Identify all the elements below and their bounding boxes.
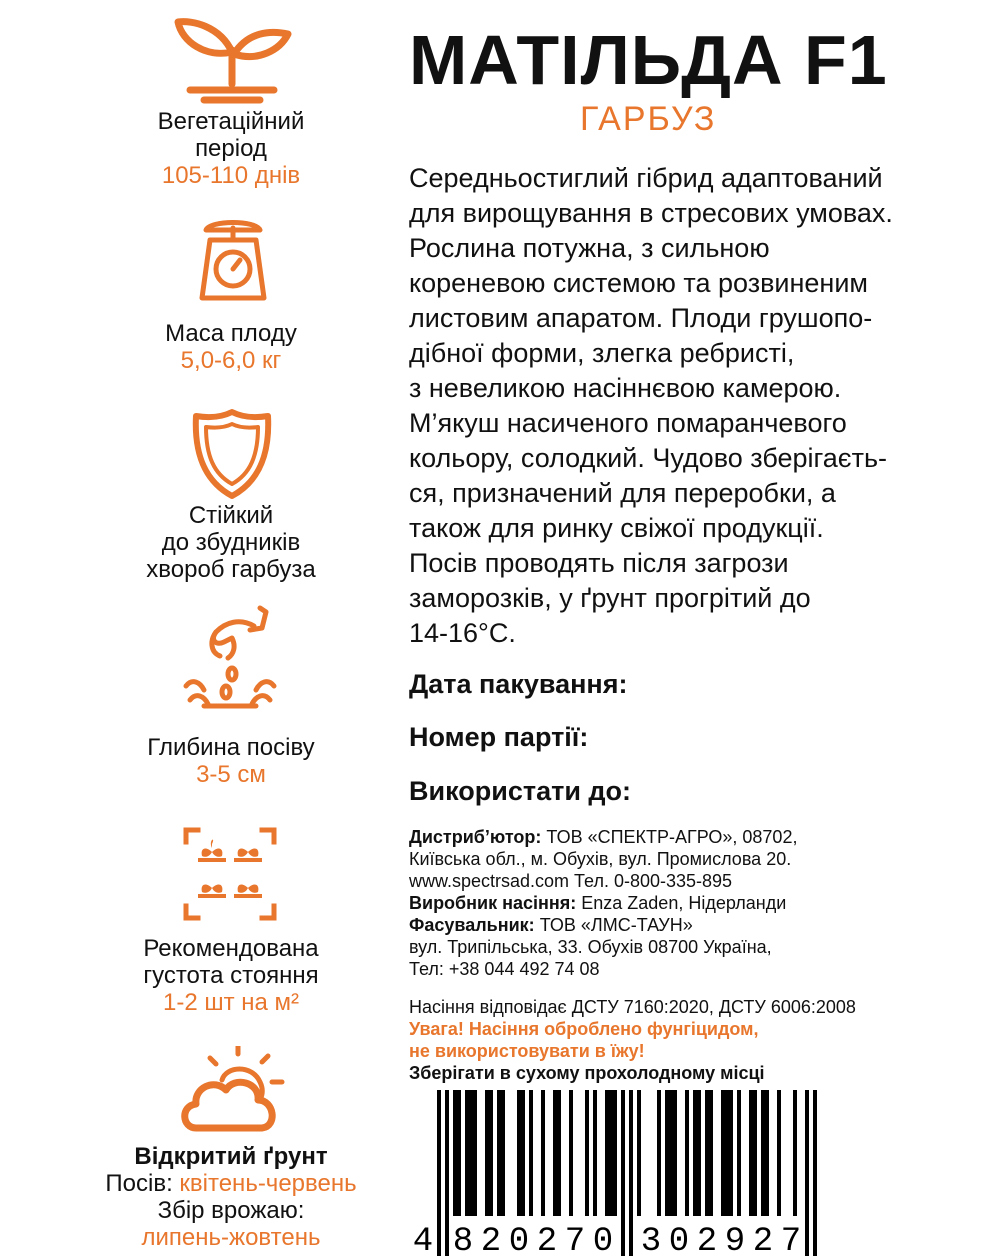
description-line: листовим апаратом. Плоди грушопо-	[409, 303, 873, 333]
barcode-bar	[705, 1090, 709, 1216]
sowing-label: Посів:	[105, 1170, 180, 1197]
barcode-bar	[685, 1090, 689, 1216]
barcode-bar	[437, 1090, 441, 1256]
description-line: Середньостиглий гібрид адаптований	[409, 163, 883, 193]
storage-note: Зберігати в сухому прохолодному місці	[409, 1063, 765, 1083]
barcode-bar	[489, 1090, 493, 1216]
barcode-digit: 8	[452, 1223, 474, 1256]
barcode-bar	[473, 1090, 477, 1216]
pack-date-field: Дата пакування:	[409, 669, 628, 699]
batch-field: Номер партії:	[409, 722, 589, 752]
product-subtitle: ГАРБУЗ	[580, 100, 717, 138]
barcode-digit: 2	[752, 1223, 774, 1256]
barcode-bar	[501, 1090, 505, 1216]
barcode-bar	[805, 1090, 809, 1256]
barcode-bar	[777, 1090, 781, 1216]
harvest-label: Збір врожаю:	[157, 1197, 305, 1224]
description-line: Рослина потужна, з сильною	[409, 233, 770, 263]
barcode-digit: 9	[724, 1223, 746, 1256]
barcode-bar	[637, 1090, 641, 1216]
barcode-bar	[521, 1090, 525, 1216]
barcode-digit: 7	[564, 1223, 586, 1256]
packer-label: Фасувальник:	[409, 915, 535, 935]
barcode-bar	[529, 1090, 533, 1216]
barcode-bar	[749, 1090, 753, 1216]
shield-icon	[192, 408, 272, 500]
barcode-bar	[457, 1090, 461, 1216]
barcode-bar	[697, 1090, 701, 1216]
packer-text: ТОВ «ЛМС-ТАУН»	[534, 915, 693, 935]
standard-note: Насіння відповідає ДСТУ 7160:2020, ДСТУ 6006:2008	[409, 997, 856, 1017]
barcode-bar	[725, 1090, 729, 1216]
description-line: кореневою системою та розвиненим	[409, 268, 868, 298]
barcode-bar	[813, 1090, 817, 1256]
barcode-bar	[709, 1090, 713, 1216]
barcode-bar	[737, 1090, 741, 1216]
description-line: також для ринку свіжої продукції.	[409, 513, 824, 543]
barcode-bar	[629, 1090, 633, 1256]
description-line: 14-16°С.	[409, 618, 516, 648]
barcode-bar	[621, 1090, 625, 1256]
barcode-digit: 0	[592, 1223, 614, 1256]
resistance-label-2: до збудників	[161, 529, 301, 556]
vegetation-label-2: період	[195, 135, 267, 162]
spec-column	[0, 0, 462, 1256]
planting-grid-icon	[182, 826, 278, 922]
barcode-bar	[485, 1090, 489, 1216]
sowing-value: квітень-червень	[179, 1170, 357, 1197]
scale-icon	[196, 214, 270, 304]
barcode-bar	[729, 1090, 733, 1216]
depth-value: 3-5 см	[196, 761, 266, 788]
description-line: Посів проводять після загрози	[409, 548, 789, 578]
barcode-bar	[765, 1090, 769, 1216]
resistance-label-3: хвороб гарбуза	[146, 556, 316, 583]
barcode-bar	[517, 1090, 521, 1216]
product-description	[409, 161, 949, 651]
barcode-bar	[541, 1090, 545, 1216]
barcode-bar	[665, 1090, 669, 1216]
barcode-bar	[613, 1090, 617, 1216]
packer-address: вул. Трипільська, 33. Обухів 08700 Україна,	[409, 937, 772, 957]
distributor-text: ТОВ «СПЕКТР-АГРО», 08702,	[541, 827, 798, 847]
contacts-block	[409, 826, 797, 980]
barcode-digit: 2	[696, 1223, 718, 1256]
barcode-bar	[553, 1090, 557, 1216]
barcode-digit: 0	[508, 1223, 530, 1256]
resistance-label-1: Стійкий	[188, 502, 274, 529]
barcode-bar	[465, 1090, 469, 1216]
barcode-bar	[721, 1090, 725, 1216]
harvest-value: липень-жовтень	[141, 1224, 321, 1251]
density-label-2: густота стояння	[143, 962, 319, 989]
barcode-bar	[469, 1090, 473, 1216]
barcode-bar	[569, 1090, 573, 1216]
distributor-web-phone: www.spectrsad.com Тел. 0-800-335-895	[409, 871, 733, 891]
use-by-field: Використати до:	[409, 776, 632, 806]
producer-label: Виробник насіння:	[409, 893, 577, 913]
barcode-bar	[605, 1090, 609, 1216]
description-line: з невеликою насіннєвою камерою.	[409, 373, 842, 403]
description-line: ся, призначений для переробки, а	[409, 478, 836, 508]
warning-line-2: не використовувати в їжу!	[409, 1041, 645, 1061]
barcode-digit: 2	[480, 1223, 502, 1256]
depth-label: Глибина посіву	[147, 734, 315, 761]
barcode-digit: 2	[536, 1223, 558, 1256]
distributor-address: Київська обл., м. Обухів, вул. Промислова 20.	[409, 849, 792, 869]
barcode-bar	[609, 1090, 613, 1216]
producer-text: Enza Zaden, Нідерланди	[576, 893, 787, 913]
barcode-bar	[693, 1090, 697, 1216]
barcode-bar	[673, 1090, 677, 1216]
open-ground-title: Відкритий ґрунт	[134, 1143, 328, 1170]
description-line: заморозків, у ґрунт прогрітий до	[409, 583, 811, 613]
sowing-hand-icon	[180, 600, 280, 712]
barcode-bar	[657, 1090, 661, 1216]
barcode-bar	[593, 1090, 597, 1216]
sun-cloud-icon	[178, 1046, 290, 1132]
notes-block	[409, 996, 856, 1084]
description-line: кольору, солодкий. Чудово зберігаєть-	[409, 443, 887, 473]
barcode-bar	[585, 1090, 589, 1216]
barcode-digit: 4	[413, 1223, 434, 1256]
barcode-bar	[793, 1090, 797, 1216]
barcode-bar	[753, 1090, 757, 1216]
warning-line-1: Увага! Насіння оброблено фунгіцидом,	[409, 1019, 759, 1039]
barcode-bar	[557, 1090, 561, 1216]
barcode-bar	[453, 1090, 457, 1216]
barcode	[413, 1088, 825, 1256]
vegetation-value: 105-110 днів	[161, 162, 301, 189]
density-value: 1-2 шт на м²	[162, 989, 300, 1016]
barcode-digit: 0	[668, 1223, 690, 1256]
mass-value: 5,0-6,0 кг	[180, 347, 282, 374]
description-line: М’якуш насиченого помаранчевого	[409, 408, 847, 438]
distributor-label: Дистриб’ютор:	[409, 827, 542, 847]
vegetation-label: Вегетаційний	[157, 108, 305, 135]
barcode-bar	[497, 1090, 501, 1216]
sprout-icon	[170, 14, 294, 104]
mass-label: Маса плоду	[165, 320, 297, 347]
packer-phone: Тел: +38 044 492 74 08	[409, 959, 600, 979]
density-label-1: Рекомендована	[143, 935, 319, 962]
barcode-digit: 7	[780, 1223, 802, 1256]
barcode-bar	[669, 1090, 673, 1216]
barcode-bar	[761, 1090, 765, 1216]
barcode-bar	[445, 1090, 449, 1256]
barcode-digit: 3	[640, 1223, 662, 1256]
description-line: дібної форми, злегка ребристі,	[409, 338, 795, 368]
description-line: для вирощування в стресових умовах.	[409, 198, 893, 228]
product-title: МАТІЛЬДА F1	[409, 21, 888, 99]
